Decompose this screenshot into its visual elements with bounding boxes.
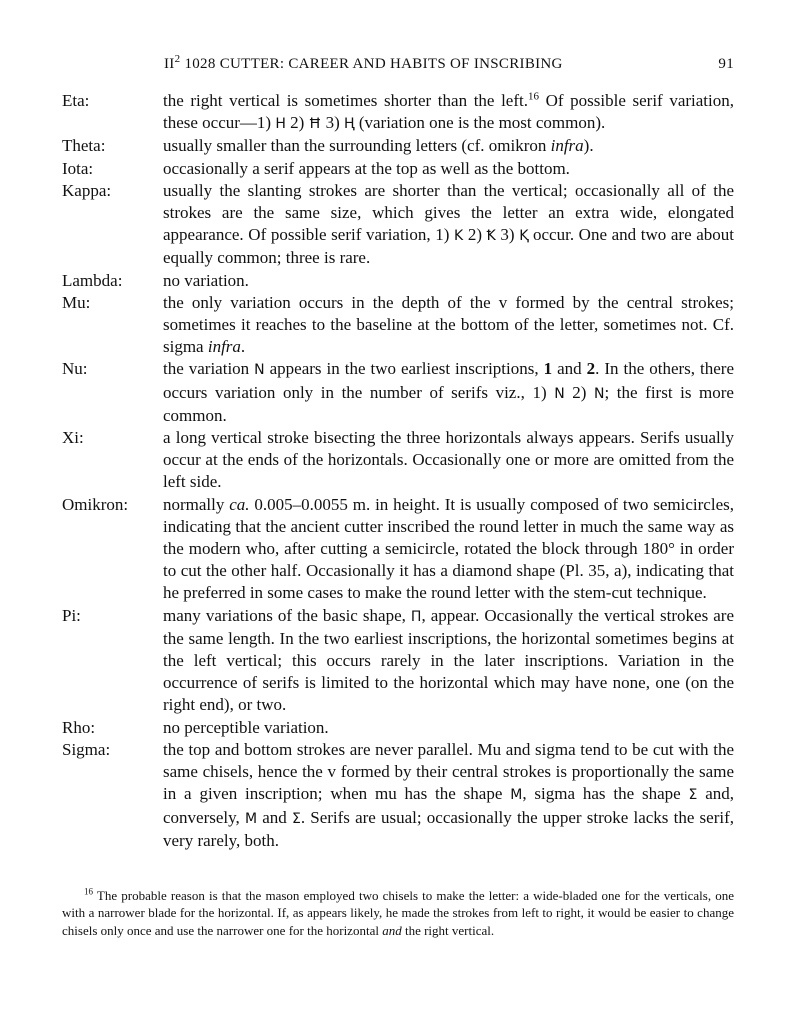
letter-glyph: N (594, 385, 605, 402)
entry-term: Kappa: (62, 180, 112, 200)
entry-kappa (62, 180, 734, 270)
running-title: $II^2$ 1028 CUTTER: CAREER AND HABITS OF INSCRIBING (164, 53, 563, 72)
entry-definition: a long vertical stroke bisecting the three horizontals always appears. Serifs usually occur at the ends of the horizontals. Occasionally one or more are omitted from the left side. (163, 428, 734, 492)
running-header (62, 53, 734, 78)
page-number: 91 (718, 56, 734, 72)
entry-rho (62, 717, 734, 739)
entry-xi (62, 427, 734, 494)
entry-term: Iota: (62, 158, 94, 178)
letter-glyph: K (454, 228, 464, 245)
entry-nu (62, 358, 734, 427)
entry-definition: normally ca. 0.005–0.0055 m. in height. It is usually composed of two semicircles, indicating that the ancient cutter inscribed the round letter in much the same way as the modern who, after cutting a semicircle, rotated the block through 180° in order to cut the other half. Occasionally it has a diamond shape (Pl. 35, a), indicating that he preferred in some cases to make the round letter with the stem-cut technique. (163, 494, 734, 603)
entry-sigma (62, 739, 734, 852)
letter-glyph: Ꝁ (486, 228, 496, 245)
entry-lambda (62, 270, 734, 292)
entry-definition: occasionally a serif appears at the top as well as the bottom. (163, 158, 570, 178)
letter-glyph: M (510, 787, 523, 804)
entry-theta (62, 135, 734, 157)
entry-definition: no variation. (163, 270, 249, 290)
letter-glyph: Π (410, 608, 422, 625)
entry-term: Nu: (62, 359, 88, 379)
letter-glyph: H (275, 116, 286, 133)
entry-definition: many variations of the basic shape, Π, appear. Occasionally the vertical strokes are the same length. In the two earliest inscriptions, the horizontal sometimes begins at the left vertical; this occurs rarely in the later inscriptions. Variation in the occurrence of serifs is limited to the horizontal which may have none, one (on the right end), or two. (163, 605, 734, 715)
entry-term: Rho: (62, 717, 96, 737)
letter-glyph: Σ (688, 787, 698, 804)
entry-mu (62, 292, 734, 359)
footnote: $^{16}$ The probable reason is that the mason employed two chisels to make the letter: a wide-bladed one for the verticals, one with a narrower blade for the horizontal. If, as appears likely, he made the strokes from left to right, it would be easier to change chisels only once and use the narrower one for the horizontal and the right vertical. (62, 886, 734, 938)
entry-term: Omikron: (62, 494, 129, 514)
title-superscript: 2 (174, 53, 181, 65)
entry-definition: the right vertical is sometimes shorter than the left.$^{16}$ Of possible serif variation, these occur—1) H 2) Ħ 3) Ⱨ (variation one is the most common). (163, 90, 734, 133)
entry-definition: the only variation occurs in the depth of the v formed by the central strokes; sometimes it reaches to the baseline at the bottom of the letter, sometimes not. Cf. sigma infra. (163, 292, 734, 357)
entry-term: Theta: (62, 136, 106, 156)
entry-term: Sigma: (62, 739, 111, 759)
entry-eta (62, 90, 734, 135)
entry-term: Xi: (62, 428, 84, 448)
entry-term: Eta: (62, 91, 90, 110)
entry-pi (62, 605, 734, 717)
letter-glyph: Ⱨ (344, 116, 355, 133)
entry-definition: usually smaller than the surrounding letters (cf. omikron infra). (163, 136, 594, 156)
entry-iota (62, 158, 734, 180)
letter-glyph: Σ (291, 810, 301, 827)
entry-definition: usually the slanting strokes are shorter than the vertical; occasionally all of the strokes are the same size, which gives the letter an extra wide, elongated appearance. Of possible serif variation, 1) K 2) Ꝁ 3) Ⱪ occur. One and two are about equally common; three is rare. (163, 180, 734, 268)
entry-definition: no perceptible variation. (163, 717, 329, 737)
entry-term: Pi: (62, 605, 81, 625)
letter-glyph: N (554, 385, 565, 402)
footnote-number: 16 (84, 886, 93, 897)
letter-entries (62, 90, 734, 852)
letter-glyph: N (254, 362, 265, 379)
footnote-ref: 16 (527, 90, 539, 103)
entry-term: Mu: (62, 292, 91, 312)
entry-definition: the top and bottom strokes are never parallel. Mu and sigma tend to be cut with the same chisels, hence the v formed by their central strokes is proportionally the same in a given inscription; when mu has the shape M, sigma has the shape Σ and, conversely, M and Σ. Serifs are usual; occasionally the upper stroke lacks the serif, very rarely, both. (163, 739, 734, 850)
entry-definition: the variation N appears in the two earliest inscriptions, 1 and 2. In the others, there occurs variation only in the number of serifs viz., 1) N 2) N; the first is more common. (163, 359, 734, 425)
letter-glyph: M (244, 810, 258, 827)
entry-omikron (62, 494, 734, 605)
entry-term: Lambda: (62, 270, 123, 290)
letter-glyph: Ⱪ (519, 228, 529, 245)
letter-glyph: Ħ (308, 116, 322, 133)
